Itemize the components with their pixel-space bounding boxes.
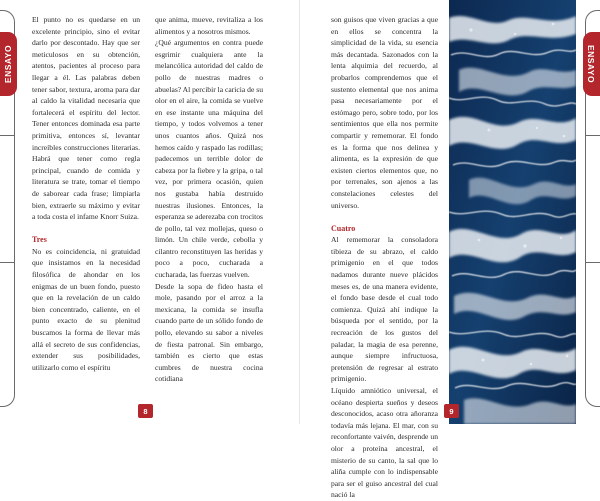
body-paragraph: que anima, mueve, revitaliza a los alimentos y a nosotros mismos. [155, 15, 263, 36]
right-tab-divider [586, 135, 600, 136]
paragraph-spacer [331, 211, 438, 223]
section-tab-label: ENSAYO [586, 44, 597, 84]
page-number-left: 8 [138, 404, 153, 418]
section-tab-label: ENSAYO [3, 44, 14, 84]
body-paragraph: son guisos que viven gracias a que en ellos se concentra la simplicidad de la vida, su esencia más decantada. Sazonados con la lenta alquimia del recuerdo, al probarlos comprendemos que el sustento elemental que nos anima pasa necesariamente por el estómago pero, sobre todo, por los sentimientos que ella nos permite compartir y rememorar. El fondo es la forma que nos delinea y alimenta, es la expresión de que existen ciertos elementos que, no por terrenales, son ajenos a las constelaciones celestes del universo. [331, 15, 438, 210]
left-tab-divider [0, 262, 14, 263]
body-paragraph: El punto no es quedarse en un excelente principio, sino el evitar darlo por descontado. Hay que ser meticulosos en su obtención, atentos, pacientes al proceso para llegar a él. Las palabras deben tener sabor, textura, aroma para dar al caldo la vitalidad necesaria que fortalecerá el espíritu del lector. Tener entonces dominada esa parte primitiva, entonces sí, levantar increíbles construcciones literarias. Habrá que tener como regla principal, cuando de comida y literatura se trate, tomar el tiempo de saborear cada frase; limpiarla bien, extraerle su máximo y evitar a toda costa el infame Knorr Suiza. [32, 15, 140, 222]
body-paragraph: ¿Qué argumentos en contra puede esgrimir cualquiera ante la melancólica autoridad del caldo de pollo de nuestras madres o abuelas? Al percibir la caricia de su olor en el aire, la comida se vuelve en ese instante una máquina del tiempo, y todos volvemos a tener unos cuantos años. Quizá nos hemos caído y raspado las rodillas; padecemos un terrible dolor de cabeza por la fiebre y la gripa, o tal vez, por primera ocasión, quien nos gustaba había destruido nuestras ilusiones. Entonces, la esperanza se aderezaba con trocitos de pollo, tal vez mollejas, queso o limón. Un chile verde, cebolla y cilantro reconstituyen las heridas y poco a poco, cucharada a cucharada, las fuerzas vuelven. [155, 38, 263, 280]
body-paragraph: Líquido amniótico universal, el océano despierta sueños y deseos desconocidos, acaso otra añoranza todavía más lejana. El mar, con su reconfortante vaivén, desprende un olor a proteína ancestral, el misterio de su canto, la sal que lo aliña cumple con lo indispensable para ser el guiso ancestral del cual nació la [331, 386, 438, 500]
section-heading: Tres [32, 235, 47, 245]
body-paragraph: Al rememorar la consoladora tibieza de su abrazo, el caldo primigenio en el que todos nadamos durante nueve plácidos meses es, de una manera evidente, el fondo base desde el cual todo comienza. Quizá ahí indique la búsqueda por el sentido, por la recreación de los gustos del paladar, la magia de esa perenne, aunque siempre infructuosa, pretensión de regresar al estrato primigenio. [331, 235, 438, 384]
section-tab-ensayo-right [583, 32, 600, 96]
page-number-right: 9 [444, 404, 459, 418]
left-page [0, 0, 300, 424]
left-tab-divider [0, 135, 14, 136]
section-heading: Cuatro [331, 223, 356, 233]
sea-waves-photo [449, 0, 576, 424]
text-column-3 [331, 14, 438, 501]
right-tab-divider [586, 262, 600, 263]
paragraph-spacer [32, 223, 140, 235]
text-column-1 [32, 14, 140, 373]
body-paragraph: No es coincidencia, ni gratuidad que insistamos en la necesidad filosófica de ahondar en los enigmas de un buen fondo, puesto que en la revelación de un caldo bien concentrado, caliente, en el punto exacto de su plenitud buscamos la forma de llevar más allá el secreto de sus confidencias, extender sus posibilidades, utilizarlo como el espíritu [32, 246, 140, 372]
section-tab-ensayo-left [0, 32, 17, 96]
body-paragraph: Desde la sopa de fideo hasta el mole, pasando por el arroz a la mexicana, la comida se insufla cuando parte de un sólido fondo de pollo, elevando su sabor a niveles de fiesta patronal. Sin embargo, también es cierto que estas cumbres de nuestra cocina cotidiana [155, 281, 263, 384]
text-column-2 [155, 14, 263, 385]
